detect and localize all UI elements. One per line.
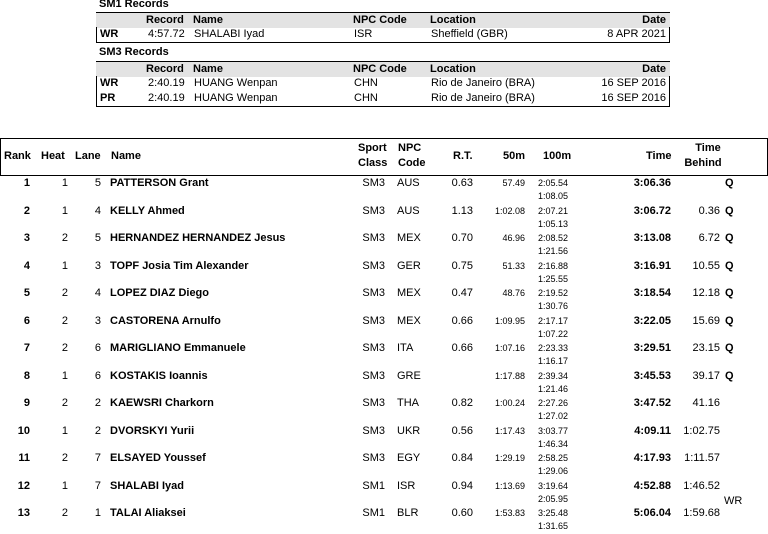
npc-code: UKR	[397, 424, 421, 437]
split-100m: 3:19.64	[538, 480, 569, 491]
split-100m: 2:17.17	[538, 315, 569, 326]
col-name: Name	[193, 14, 223, 26]
split-50m: 48.76	[502, 288, 525, 298]
split-100m: 3:03.77	[538, 425, 569, 436]
split-100m-lap: 2:05.95	[538, 493, 569, 504]
results-header	[0, 138, 768, 176]
heat-cell: 1	[61, 369, 68, 382]
lane-cell: 7	[94, 452, 101, 464]
heat-cell: 1	[61, 177, 68, 189]
heat-cell: 2	[61, 507, 68, 519]
split-100m: 2:39.34	[538, 370, 569, 381]
split-50m: 57.49	[502, 178, 525, 188]
col-rank: Rank	[4, 150, 31, 162]
npc-code: GER	[397, 259, 421, 272]
rank-cell: 10	[17, 424, 30, 437]
split-100m: 2:05.54	[538, 178, 569, 188]
npc-code: GRE	[397, 369, 421, 382]
col-code: Code	[398, 157, 426, 169]
time-behind: 41.16	[692, 397, 720, 409]
split-100m-lap: 1:08.05	[538, 191, 569, 201]
athlete-name: HERNANDEZ HERNANDEZ Jesus	[110, 232, 286, 244]
final-time: 3:45.53	[633, 369, 671, 382]
rank-cell: 1	[23, 177, 30, 189]
rank-cell: 4	[23, 259, 30, 272]
heat-cell: 1	[61, 204, 68, 217]
npc-code: MEX	[397, 287, 421, 299]
athlete-name: SHALABI Iyad	[110, 479, 184, 492]
record-row	[97, 27, 669, 42]
record-value: 2:40.19	[148, 92, 185, 104]
col-npc: NPC	[398, 142, 422, 154]
table-row	[0, 176, 768, 204]
athlete-name: KELLY Ahmed	[110, 204, 185, 217]
record-name: SHALABI Iyad	[194, 28, 265, 40]
split-100m: 2:07.21	[538, 205, 569, 216]
qualified-badge: Q	[725, 204, 734, 217]
split-50m: 1:09.95	[494, 315, 525, 326]
table-row	[0, 396, 768, 424]
time-behind: 12.18	[692, 287, 720, 299]
heat-cell: 1	[61, 479, 68, 492]
heat-cell: 2	[61, 342, 68, 354]
athlete-name: KAEWSRI Charkorn	[110, 397, 214, 409]
lane-cell: 4	[94, 287, 101, 299]
qualified-badge: Q	[725, 314, 734, 327]
reaction-time: 0.82	[451, 397, 473, 409]
split-100m-lap: 1:30.76	[538, 301, 569, 311]
final-time: 4:17.93	[633, 452, 671, 464]
col-100m: 100m	[543, 150, 572, 162]
sport-class: SM1	[362, 507, 385, 519]
col-time-behind-2: Behind	[684, 157, 722, 169]
split-100m-lap: 1:27.02	[538, 411, 569, 421]
heat-cell: 2	[61, 397, 68, 409]
heat-cell: 2	[61, 232, 68, 244]
rank-cell: 11	[18, 452, 30, 464]
col-rt: R.T.	[453, 150, 473, 162]
record-type: PR	[100, 92, 116, 104]
time-behind: 15.69	[692, 314, 720, 327]
split-100m-lap: 1:25.55	[538, 273, 569, 284]
npc-code: EGY	[397, 452, 421, 464]
col-date: Date	[642, 14, 666, 26]
col-lane: Lane	[75, 150, 101, 162]
npc-code: ITA	[397, 342, 414, 354]
lane-cell: 5	[94, 232, 101, 244]
col-location: Location	[430, 63, 476, 75]
qualified-badge: Q	[725, 342, 734, 354]
final-time: 5:06.04	[633, 507, 671, 519]
col-time: Time	[646, 150, 672, 162]
record-location: Rio de Janeiro (BRA)	[431, 92, 535, 104]
qualified-badge: Q	[725, 232, 734, 244]
final-time: 3:29.51	[633, 342, 671, 354]
reaction-time: 0.56	[451, 424, 473, 437]
col-npc: NPC Code	[353, 63, 407, 75]
reaction-time: 0.94	[451, 479, 473, 492]
rank-cell: 8	[23, 369, 30, 382]
rank-cell: 2	[23, 204, 30, 217]
athlete-name: CASTORENA Arnulfo	[110, 314, 221, 327]
record-location: Sheffield (GBR)	[431, 28, 508, 40]
split-50m: 1:07.16	[494, 343, 525, 353]
table-row	[0, 369, 768, 397]
npc-code: AUS	[397, 177, 420, 189]
record-date: 16 SEP 2016	[601, 92, 666, 104]
rank-cell: 9	[23, 397, 30, 409]
split-100m-lap: 1:07.22	[538, 328, 569, 339]
heat-cell: 2	[61, 287, 68, 299]
lane-cell: 4	[94, 204, 101, 217]
lane-cell: 1	[94, 507, 101, 519]
final-time: 3:16.91	[633, 259, 671, 272]
split-100m: 2:27.26	[538, 398, 569, 408]
qualified-badge: Q	[725, 287, 734, 299]
sm1-records-title: SM1 Records	[99, 0, 169, 10]
final-time: 3:06.36	[633, 177, 671, 189]
split-100m-lap: 1:46.34	[538, 438, 569, 449]
record-value: 4:57.72	[148, 28, 185, 40]
split-100m-lap: 1:21.56	[538, 246, 569, 256]
split-50m: 1:13.69	[494, 480, 525, 491]
reaction-time: 0.47	[451, 287, 473, 299]
npc-code: ISR	[397, 479, 416, 492]
col-location: Location	[430, 14, 476, 26]
final-time: 4:52.88	[633, 479, 671, 492]
record-note: WR	[724, 494, 743, 507]
lane-cell: 6	[94, 369, 101, 382]
reaction-time: 0.66	[451, 342, 473, 354]
athlete-name: TOPF Josia Tim Alexander	[110, 259, 249, 272]
final-time: 3:06.72	[633, 204, 671, 217]
col-heat: Heat	[41, 150, 65, 162]
record-npc: ISR	[354, 28, 373, 40]
table-row	[0, 286, 768, 314]
rank-cell: 7	[23, 342, 30, 354]
col-50m: 50m	[503, 150, 526, 162]
time-behind: 1:59.68	[683, 507, 720, 519]
time-behind: 1:02.75	[683, 424, 720, 437]
col-name: Name	[193, 63, 223, 75]
npc-code: THA	[397, 397, 419, 409]
final-time: 3:18.54	[633, 287, 671, 299]
split-50m: 1:02.08	[494, 205, 525, 216]
record-type: WR	[100, 77, 119, 89]
final-time: 3:22.05	[633, 314, 671, 327]
reaction-time: 0.63	[451, 177, 473, 189]
athlete-name: KOSTAKIS Ioannis	[110, 369, 208, 382]
col-class: Class	[358, 157, 388, 169]
lane-cell: 3	[94, 259, 101, 272]
npc-code: MEX	[397, 232, 421, 244]
lane-cell: 2	[94, 397, 101, 409]
sm1-records-table	[96, 27, 670, 43]
sport-class: SM3	[362, 177, 385, 189]
split-50m: 1:00.24	[494, 398, 525, 408]
athlete-name: TALAI Aliaksei	[110, 507, 186, 519]
col-npc: NPC Code	[353, 14, 407, 26]
heat-cell: 1	[61, 259, 68, 272]
sport-class: SM3	[362, 424, 385, 437]
col-date: Date	[642, 63, 666, 75]
time-behind: 1:11.57	[684, 452, 720, 464]
record-row	[97, 91, 669, 106]
time-behind: 39.17	[692, 369, 720, 382]
split-50m: 1:29.19	[494, 453, 525, 463]
table-row	[0, 204, 768, 232]
lane-cell: 3	[94, 314, 101, 327]
record-name: HUANG Wenpan	[194, 92, 278, 104]
table-row	[0, 314, 768, 342]
sport-class: SM3	[362, 232, 385, 244]
table-row	[0, 506, 768, 534]
split-100m: 2:08.52	[538, 233, 569, 243]
record-npc: CHN	[354, 92, 378, 104]
split-100m-lap: 1:16.17	[538, 356, 569, 366]
athlete-name: ELSAYED Youssef	[110, 452, 206, 464]
time-behind: 6.72	[698, 232, 720, 244]
lane-cell: 6	[94, 342, 101, 354]
rank-cell: 5	[23, 287, 30, 299]
table-row	[0, 451, 768, 479]
split-100m-lap: 1:21.46	[538, 383, 569, 394]
table-row	[0, 341, 768, 369]
time-behind: 10.55	[692, 259, 720, 272]
rank-cell: 12	[17, 479, 30, 492]
npc-code: MEX	[397, 314, 421, 327]
qualified-badge: Q	[725, 259, 734, 272]
col-name: Name	[111, 150, 141, 162]
time-behind: 0.36	[698, 204, 720, 217]
split-50m: 1:17.43	[494, 425, 525, 436]
table-row	[0, 259, 768, 287]
split-100m: 2:23.33	[538, 343, 569, 353]
record-date: 16 SEP 2016	[601, 77, 666, 89]
qualified-badge: Q	[725, 369, 734, 382]
sport-class: SM3	[362, 287, 385, 299]
sport-class: SM3	[362, 342, 385, 354]
split-100m: 2:19.52	[538, 288, 569, 298]
time-behind: 1:46.52	[683, 479, 720, 492]
reaction-time: 0.75	[451, 259, 473, 272]
sport-class: SM3	[362, 314, 385, 327]
final-time: 4:09.11	[634, 424, 671, 437]
final-time: 3:47.52	[633, 397, 671, 409]
split-50m: 1:17.88	[494, 370, 525, 381]
split-100m: 2:16.88	[538, 260, 569, 271]
record-date: 8 APR 2021	[607, 28, 666, 40]
reaction-time: 0.70	[451, 232, 473, 244]
reaction-time: 0.60	[451, 507, 473, 519]
split-50m: 51.33	[502, 260, 525, 271]
reaction-time: 1.13	[451, 204, 473, 217]
time-behind: 23.15	[692, 342, 720, 354]
heat-cell: 2	[61, 314, 68, 327]
record-row	[97, 76, 669, 91]
split-100m-lap: 1:29.06	[538, 466, 569, 476]
record-npc: CHN	[354, 77, 378, 89]
col-record: Record	[146, 14, 184, 26]
record-location: Rio de Janeiro (BRA)	[431, 77, 535, 89]
sm3-records-table	[96, 76, 670, 107]
lane-cell: 5	[94, 177, 101, 189]
lane-cell: 2	[94, 424, 101, 437]
split-100m-lap: 1:05.13	[538, 218, 569, 229]
athlete-name: PATTERSON Grant	[110, 177, 209, 189]
record-value: 2:40.19	[148, 77, 185, 89]
heat-cell: 2	[61, 452, 68, 464]
sport-class: SM3	[362, 452, 385, 464]
final-time: 3:13.08	[633, 232, 671, 244]
sport-class: SM3	[362, 397, 385, 409]
split-50m: 46.96	[502, 233, 525, 243]
col-time-behind-1: Time	[695, 142, 721, 154]
rank-cell: 13	[17, 507, 30, 519]
reaction-time: 0.84	[451, 452, 473, 464]
table-row	[0, 231, 768, 259]
athlete-name: MARIGLIANO Emmanuele	[110, 342, 246, 354]
col-sport: Sport	[358, 142, 387, 154]
heat-cell: 1	[61, 424, 68, 437]
npc-code: BLR	[397, 507, 419, 519]
col-record: Record	[146, 63, 184, 75]
sm3-records-header	[96, 61, 670, 77]
rank-cell: 3	[23, 232, 30, 244]
record-type: WR	[100, 28, 119, 40]
record-name: HUANG Wenpan	[194, 77, 278, 89]
split-100m: 3:25.48	[538, 508, 569, 518]
sm3-records-title: SM3 Records	[99, 46, 169, 58]
athlete-name: LOPEZ DIAZ Diego	[110, 287, 209, 299]
athlete-name: DVORSKYI Yurii	[110, 424, 195, 437]
split-100m-lap: 1:31.65	[538, 521, 569, 531]
reaction-time: 0.66	[451, 314, 473, 327]
sport-class: SM3	[362, 369, 385, 382]
table-row	[0, 424, 768, 452]
table-row	[0, 479, 768, 507]
lane-cell: 7	[94, 479, 101, 492]
sport-class: SM1	[362, 479, 385, 492]
sm1-records-header	[96, 12, 670, 28]
qualified-badge: Q	[725, 177, 734, 189]
sport-class: SM3	[362, 259, 385, 272]
split-100m: 2:58.25	[538, 453, 569, 463]
sport-class: SM3	[362, 204, 385, 217]
npc-code: AUS	[397, 204, 420, 217]
split-50m: 1:53.83	[494, 508, 525, 518]
rank-cell: 6	[23, 314, 30, 327]
